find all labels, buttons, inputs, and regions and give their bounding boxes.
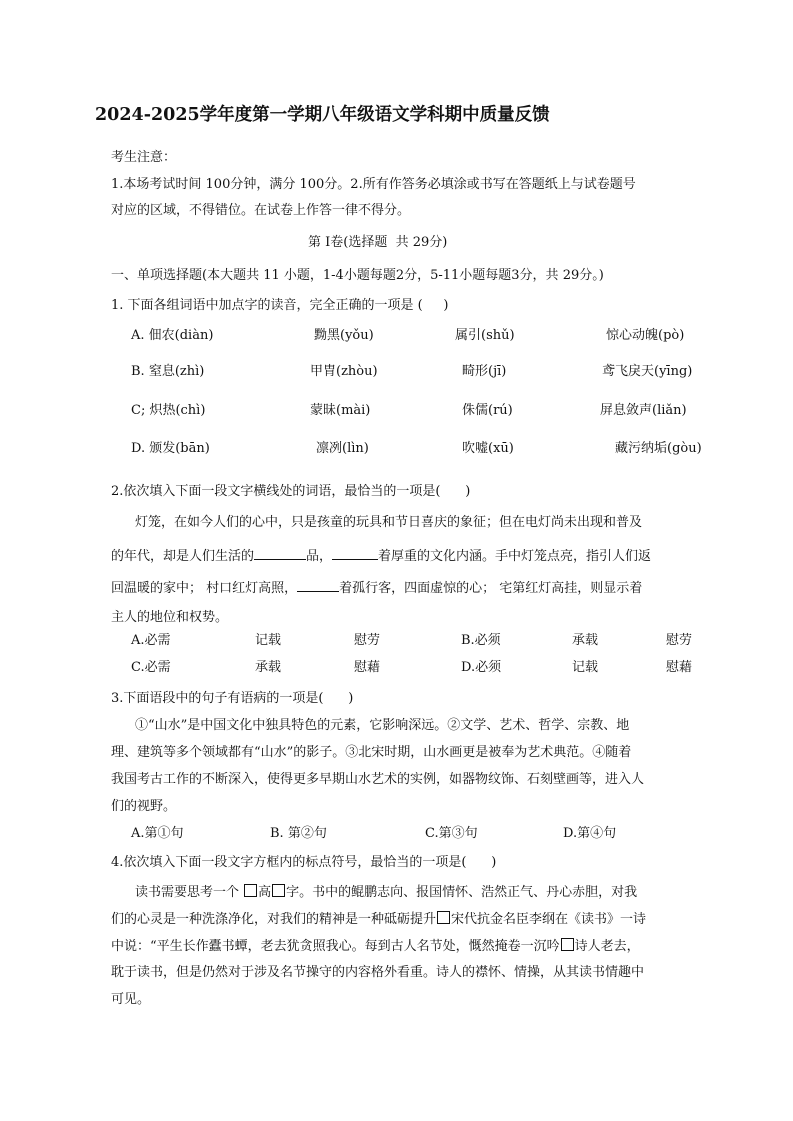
q2-option-d: D.必须 — [461, 660, 502, 675]
q4-text-segment: 诗人老去， — [574, 939, 640, 954]
q4-passage-line-4: 耽于读书，但是仍然对于涉及名节操守的内容格外看重。诗人的襟怀、情操，从其读书情趣中 — [111, 965, 645, 980]
q1-option-b-3: 畸形(jī) — [462, 364, 507, 379]
q4-passage-line-1 — [135, 884, 637, 901]
q4-text-segment: 字。书中的鲲鹏志向、报国情怀、浩然正气、丹心赤胆，对我 — [286, 885, 638, 900]
q2-text-segment: 品， — [306, 549, 333, 564]
q4-text-segment: 高 — [258, 885, 272, 900]
q2-option-c-word-2: 承载 — [255, 660, 282, 675]
q4-text-segment: 中说：“平生长作蠹书蟫，老去犹贪照我心。每到古人名节处，慨然掩卷一沉吟 — [111, 939, 560, 954]
part-1-title: 第 Ⅰ卷(选择题 共 29分) — [308, 235, 448, 250]
q1-option-a-4: 惊心动魄(pò) — [606, 328, 685, 343]
q1-option-b-1: B. 窒息(zhì) — [131, 364, 205, 379]
q1-option-a-2: 黝黑(yǒu) — [314, 328, 374, 343]
q4-text-segment: 读书需要思考一个 — [135, 885, 244, 900]
q2-text-segment: 着厚重的文化内涵。手中灯笼点亮，指引人们返 — [378, 549, 652, 564]
q1-option-c-4: 屏息敛声(liǎn) — [600, 403, 687, 418]
q2-passage-line-4: 主人的地位和权势。 — [111, 610, 229, 625]
q2-option-d-word-3: 慰藉 — [666, 660, 693, 675]
q2-option-b: B.必须 — [461, 633, 501, 648]
q2-passage-line-3 — [111, 579, 642, 597]
q3-option-c: C.第③句 — [425, 826, 478, 841]
q2-option-a-word-3: 慰劳 — [354, 633, 381, 648]
q1-option-c-3: 侏儒(rú) — [462, 403, 513, 418]
q1-option-c-2: 蒙昧(mài) — [310, 403, 371, 418]
q2-stem: 2.依次填入下面一段文字横线处的词语，最恰当的一项是( ) — [111, 484, 471, 499]
q3-stem: 3.下面语段中的句子有语病的一项是( ) — [111, 691, 354, 706]
q2-blank-1 — [254, 547, 306, 560]
punctuation-box-4 — [561, 938, 574, 951]
section-1-title: 一、单项选择题(本大题共 11 小题，1-4小题每题2分，5-11小题每题3分，共 29分。) — [111, 268, 604, 283]
q1-option-d-2: 凛冽(lìn) — [316, 441, 369, 456]
q2-option-b-word-2: 承载 — [572, 633, 599, 648]
q2-option-d-word-2: 记载 — [572, 660, 599, 675]
q3-passage-line-3: 我国考古工作的不断深入，使得更多早期山水艺术的实例，如器物纹饰、石刻壁画等，进入人 — [111, 772, 645, 787]
q4-passage-line-2 — [111, 911, 646, 928]
q3-option-d: D.第④句 — [563, 826, 617, 841]
q2-text-segment: 回温暖的家中； 村口红灯高照， — [111, 581, 298, 596]
q3-passage-line-2: 理、建筑等多个领域都有“山水”的影子。③北宋时期，山水画更是被奉为艺术典范。④随着 — [111, 745, 632, 760]
q4-passage-line-5: 可见。 — [111, 992, 151, 1007]
punctuation-box-2 — [272, 884, 285, 897]
q1-option-d-3: 吹嘘(xū) — [462, 441, 514, 456]
q2-option-c-word-3: 慰藉 — [354, 660, 381, 675]
q1-option-b-4: 鸢飞戾天(yīng) — [602, 364, 693, 379]
q2-text-segment: 着孤行客，四面虚惊的心； 宅第红灯高挂，则显示着 — [339, 581, 643, 596]
q2-passage-line-1: 灯笼，在如今人们的心中，只是孩童的玩具和节日喜庆的象征；但在电灯尚未出现和普及 — [135, 515, 643, 530]
q2-option-c: C.必需 — [131, 660, 171, 675]
q3-passage-line-4: 们的视野。 — [111, 799, 177, 814]
q2-passage-line-2 — [111, 547, 651, 565]
exam-title: 2024-2025学年度第一学期八年级语文学科期中质量反馈 — [95, 105, 550, 125]
notice-line-2: 对应的区域，不得错位。在试卷上作答一律不得分。 — [111, 203, 411, 218]
q2-blank-3 — [297, 579, 339, 592]
q2-blank-2 — [332, 547, 378, 560]
q1-option-b-2: 甲胄(zhòu) — [310, 364, 378, 379]
q1-stem — [111, 298, 448, 314]
q4-passage-line-3 — [111, 938, 640, 955]
punctuation-box-3 — [437, 911, 450, 924]
q3-option-b: B. 第②句 — [270, 826, 327, 841]
q2-text-segment: 的年代，却是人们生活的 — [111, 549, 255, 564]
q3-passage-line-1: ①“山水”是中国文化中独具特色的元素，它影响深远。②文学、艺术、哲学、宗教、地 — [135, 718, 630, 733]
q3-option-a: A.第①句 — [131, 826, 184, 841]
q4-text-segment: 们的心灵是一种洗涤净化，对我们的精神是一种砥砺提升 — [111, 912, 437, 927]
q2-option-b-word-3: 慰劳 — [666, 633, 693, 648]
notice-heading: 考生注意： — [111, 150, 177, 165]
q1-option-a-3: 属引(shǔ) — [455, 328, 515, 343]
q1-stem-text: 1. 下面各组词语中加点字的读音，完全正确的一项是 ( ) — [111, 298, 449, 313]
q2-option-a-word-2: 记载 — [255, 633, 282, 648]
q4-stem: 4.依次填入下面一段文字方框内的标点符号，最恰当的一项是( ) — [111, 855, 497, 870]
q4-text-segment: 宋代抗金名臣李纲在《读书》一诗 — [451, 912, 647, 927]
q2-option-a: A.必需 — [131, 633, 171, 648]
notice-line-1: 1.本场考试时间 100分钟，满分 100分。2.所有作答务必填涂或书写在答题纸上与试卷题号 — [111, 177, 636, 192]
q1-option-d-1: D. 颁发(bān) — [131, 441, 210, 456]
punctuation-box-1 — [244, 884, 257, 897]
q1-option-a-1: A. 佃农(diàn) — [131, 328, 214, 343]
q1-option-d-4: 藏污纳垢(gòu) — [615, 441, 702, 456]
q1-option-c-1: C; 炽热(chì) — [131, 403, 206, 418]
